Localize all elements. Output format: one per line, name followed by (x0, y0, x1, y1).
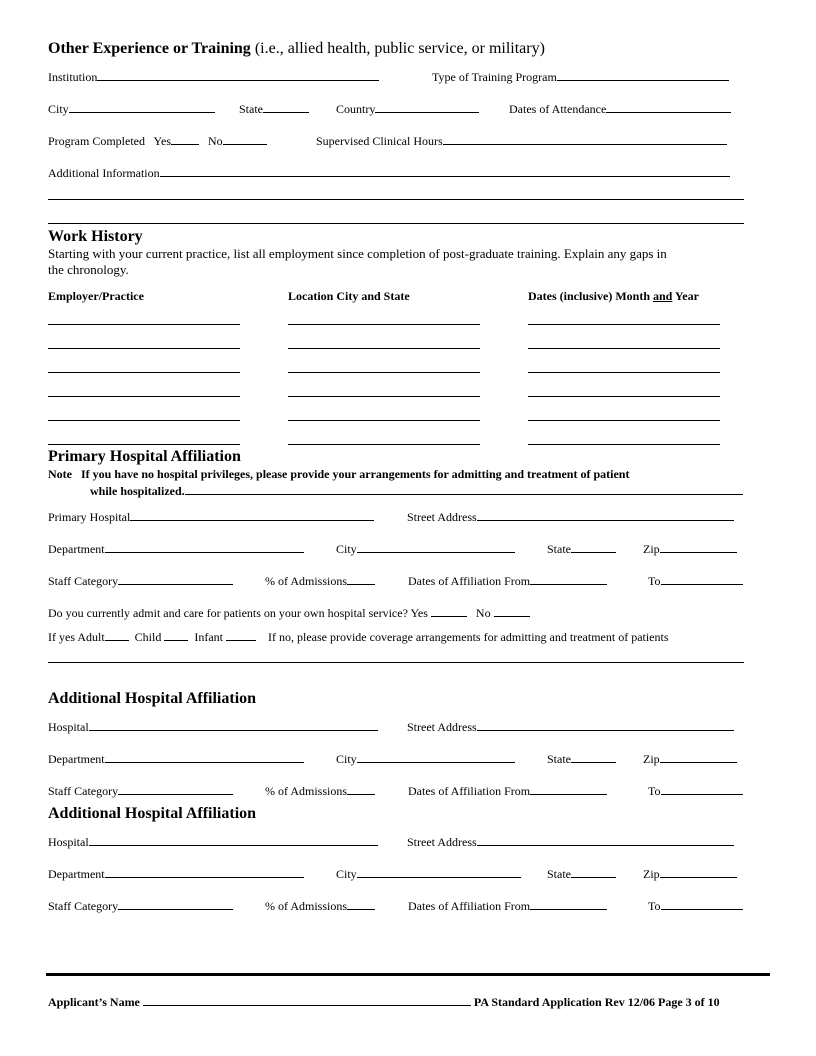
completed-no-field[interactable] (223, 132, 267, 145)
country-label: Country (336, 102, 376, 116)
country-field[interactable] (375, 100, 479, 113)
if-yes-adult-label: If yes Adult (48, 630, 105, 644)
program-completed-row (48, 132, 267, 148)
employer-field-5[interactable] (48, 420, 240, 421)
primary-state-label: State (547, 542, 571, 556)
add1-dates-from-field[interactable] (530, 782, 607, 795)
admit-question-label: Do you currently admit and care for patients on your own hospital service? Yes (48, 606, 428, 620)
add1-department-field[interactable] (105, 750, 304, 763)
add2-state-label: State (547, 867, 571, 881)
primary-department-label: Department (48, 542, 105, 556)
location-field-3[interactable] (288, 372, 480, 373)
add1-staff-category-label: Staff Category (48, 784, 119, 798)
if-no-label: If no, please provide coverage arrangements for admitting and treatment of patients (268, 630, 669, 644)
primary-note (48, 467, 629, 481)
add2-state-field[interactable] (571, 865, 616, 878)
employer-field-4[interactable] (48, 396, 240, 397)
state-row (239, 100, 309, 116)
state-label: State (239, 102, 263, 116)
employer-field-3[interactable] (48, 372, 240, 373)
location-field-4[interactable] (288, 396, 480, 397)
add1-street-field[interactable] (477, 718, 734, 731)
primary-city-field[interactable] (357, 540, 515, 553)
work-history-intro-cont: the chronology. (48, 262, 129, 277)
add2-street-label: Street Address (407, 835, 477, 849)
add1-zip-label: Zip (643, 752, 660, 766)
primary-to-label: To (648, 574, 661, 588)
add1-city-field[interactable] (357, 750, 515, 763)
add2-street-field[interactable] (477, 833, 734, 846)
add2-city-field[interactable] (357, 865, 521, 878)
additional-hospital-heading-1: Additional Hospital Affiliation (48, 690, 257, 707)
primary-dates-from-label: Dates of Affiliation From (408, 574, 531, 588)
add1-staff-category-field[interactable] (118, 782, 233, 795)
clinical-hours-field[interactable] (443, 132, 727, 145)
infant-field[interactable] (226, 628, 256, 641)
primary-hospital-field[interactable] (130, 508, 374, 521)
add1-street-label: Street Address (407, 720, 477, 734)
add2-dates-from-field[interactable] (530, 897, 607, 910)
location-field-6[interactable] (288, 444, 480, 445)
institution-field[interactable] (97, 68, 379, 81)
admit-no-label: No (475, 606, 491, 620)
primary-hospital-heading: Primary Hospital Affiliation (48, 448, 241, 465)
dates-field-3[interactable] (528, 372, 720, 373)
add1-admissions-field[interactable] (347, 782, 375, 795)
employer-field-2[interactable] (48, 348, 240, 349)
footer-rule (46, 973, 770, 976)
dates-attendance-field[interactable] (606, 100, 731, 113)
location-field-2[interactable] (288, 348, 480, 349)
child-field[interactable] (164, 628, 188, 641)
primary-zip-field[interactable] (660, 540, 737, 553)
admitting-arrangements-field[interactable] (185, 483, 743, 495)
primary-dates-from-field[interactable] (530, 572, 607, 585)
dates-field-2[interactable] (528, 348, 720, 349)
primary-city-label: City (336, 542, 357, 556)
primary-street-label: Street Address (407, 510, 477, 524)
add1-state-field[interactable] (571, 750, 616, 763)
primary-street-field[interactable] (477, 508, 734, 521)
add2-hospital-label: Hospital (48, 835, 89, 849)
add1-city-label: City (336, 752, 357, 766)
primary-hospital-label: Primary Hospital (48, 510, 131, 524)
other-experience-heading-note: (i.e., allied health, public service, or military) (254, 40, 545, 57)
location-field-1[interactable] (288, 324, 480, 325)
dates-field-1[interactable] (528, 324, 720, 325)
add2-department-field[interactable] (105, 865, 304, 878)
additional-info-label: Additional Information (48, 166, 160, 180)
applicant-name-label: Applicant’s Name (48, 995, 140, 1009)
admit-no-field[interactable] (494, 604, 530, 617)
state-field[interactable] (263, 100, 309, 113)
admit-yes-field[interactable] (431, 604, 467, 617)
city-row (48, 100, 215, 116)
add2-staff-category-label: Staff Category (48, 899, 119, 913)
add1-to-field[interactable] (661, 782, 743, 795)
dates-field-4[interactable] (528, 396, 720, 397)
add1-hospital-field[interactable] (89, 718, 378, 731)
coverage-arrangements-field[interactable] (48, 662, 744, 663)
clinical-hours-row (316, 132, 727, 148)
primary-state-field[interactable] (571, 540, 616, 553)
primary-staff-category-field[interactable] (118, 572, 233, 585)
additional-info-field[interactable] (160, 164, 730, 177)
add2-dates-from-label: Dates of Affiliation From (408, 899, 531, 913)
adult-field[interactable] (105, 628, 129, 641)
col-dates-header: Dates (inclusive) Month and Year (528, 289, 699, 303)
note-text: If you have no hospital privileges, please provide your arrangements for admitting and treatment of patient (81, 467, 630, 481)
dates-attendance-label: Dates of Attendance (509, 102, 607, 116)
dates-attendance-row (509, 100, 731, 116)
applicant-name-field[interactable] (143, 994, 471, 1006)
dates-field-5[interactable] (528, 420, 720, 421)
institution-label: Institution (48, 70, 98, 84)
add2-staff-category-field[interactable] (118, 897, 233, 910)
add2-city-label: City (336, 867, 357, 881)
footer-applicant-row (48, 994, 720, 1009)
add2-hospital-field[interactable] (89, 833, 378, 846)
additional-info-line-3[interactable] (48, 223, 744, 224)
employer-field-1[interactable] (48, 324, 240, 325)
primary-staff-category-label: Staff Category (48, 574, 119, 588)
add1-admissions-label: % of Admissions (265, 784, 348, 798)
training-program-label: Type of Training Program (432, 70, 557, 84)
training-program-field[interactable] (557, 68, 729, 81)
add1-zip-field[interactable] (660, 750, 737, 763)
other-experience-heading: Other Experience or Training (i.e., allied health, public service, or military) (48, 40, 545, 57)
country-row (336, 100, 479, 116)
additional-info-line-2[interactable] (48, 199, 744, 200)
add1-to-label: To (648, 784, 661, 798)
add1-department-label: Department (48, 752, 105, 766)
infant-label: Infant (194, 630, 223, 644)
program-completed-label: Program Completed (48, 134, 145, 148)
city-field[interactable] (69, 100, 215, 113)
col-employer-header: Employer/Practice (48, 289, 144, 303)
primary-admissions-label: % of Admissions (265, 574, 348, 588)
completed-yes-field[interactable] (171, 132, 199, 145)
form-id: PA Standard Application Rev 12/06 Page 3 of 10 (473, 995, 720, 1009)
add2-zip-label: Zip (643, 867, 660, 881)
work-history-heading: Work History (48, 228, 143, 245)
add2-to-field[interactable] (661, 897, 743, 910)
note-label: Note (48, 467, 72, 481)
clinical-hours-label: Supervised Clinical Hours (316, 134, 443, 148)
child-label: Child (134, 630, 162, 644)
admit-question-row (48, 604, 530, 620)
additional-hospital-heading-2: Additional Hospital Affiliation (48, 805, 257, 822)
col-location-header: Location City and State (288, 289, 410, 303)
add2-department-label: Department (48, 867, 105, 881)
primary-department-field[interactable] (105, 540, 304, 553)
add1-dates-from-label: Dates of Affiliation From (408, 784, 531, 798)
dates-field-6[interactable] (528, 444, 720, 445)
yes-label: Yes (153, 134, 172, 148)
additional-info-row (48, 164, 730, 180)
add1-state-label: State (547, 752, 571, 766)
add2-admissions-field[interactable] (347, 897, 375, 910)
city-label: City (48, 102, 69, 116)
add2-admissions-label: % of Admissions (265, 899, 348, 913)
primary-zip-label: Zip (643, 542, 660, 556)
add1-hospital-label: Hospital (48, 720, 89, 734)
add2-zip-field[interactable] (660, 865, 737, 878)
employer-field-6[interactable] (48, 444, 240, 445)
add2-to-label: To (648, 899, 661, 913)
institution-row (48, 68, 379, 84)
no-label: No (208, 134, 223, 148)
primary-note-cont: while hospitalized. (90, 483, 743, 498)
primary-admissions-field[interactable] (347, 572, 375, 585)
location-field-5[interactable] (288, 420, 480, 421)
primary-to-field[interactable] (661, 572, 743, 585)
training-program-row (432, 68, 729, 84)
work-history-intro: Starting with your current practice, list all employment since completion of post-graduate training. Explain any gaps in (48, 246, 667, 261)
patient-type-row (48, 628, 669, 644)
